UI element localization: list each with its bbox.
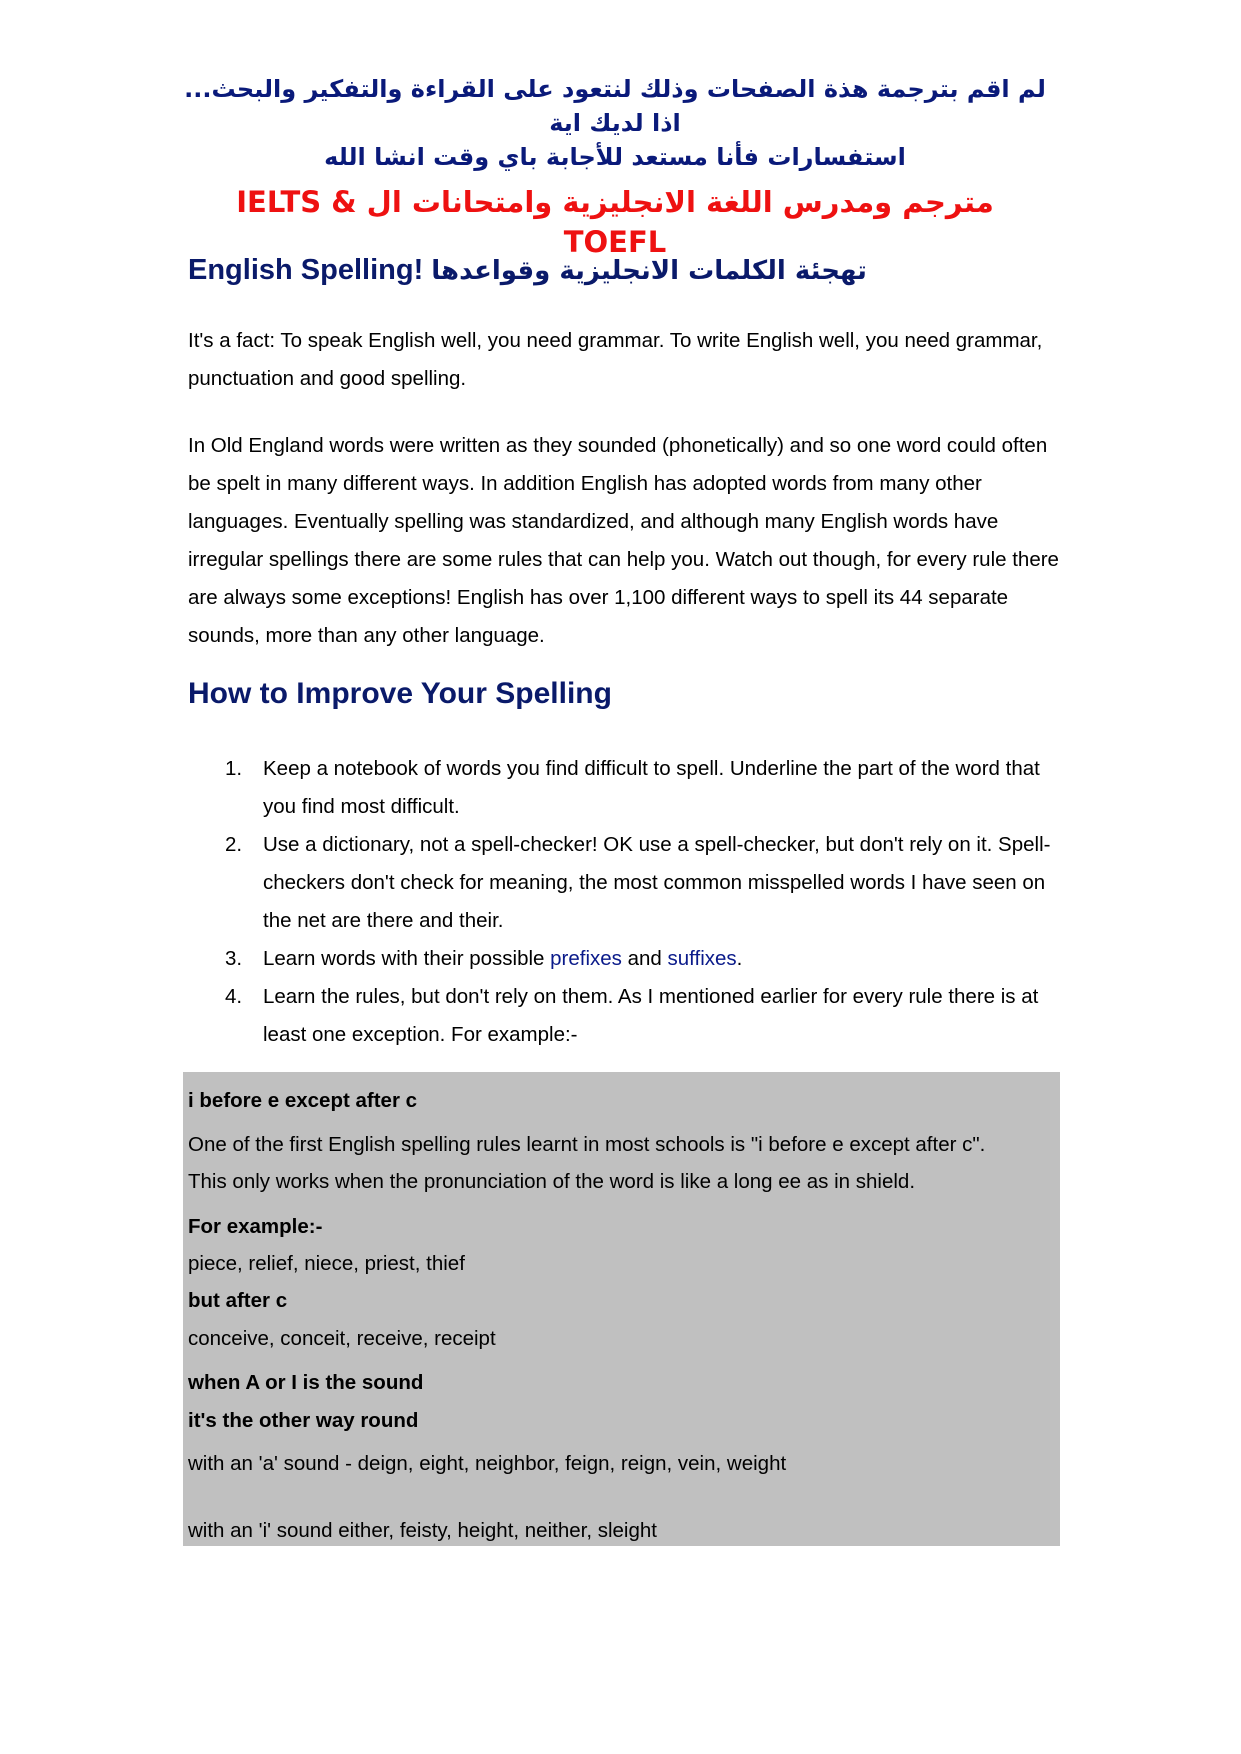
rule-description-line-1: One of the first English spelling rules learnt in most schools is "i before e except after c". [188,1133,986,1156]
list-item-text: Keep a notebook of words you find difficult to spell. Underline the part of the word that you find most difficult. [263,757,1040,818]
page-title-english: English Spelling! [188,254,424,286]
list-item-text: Learn the rules, but don't rely on them. As I mentioned earlier for every rule there is at least one exception. For example:- [263,985,1039,1046]
list-number: 1. [225,757,243,780]
after-c-label: but after c [188,1289,288,1312]
suffixes-link[interactable]: suffixes [667,947,737,970]
list-item-text-before: Learn words with their possible [263,947,551,970]
list-item [188,940,1060,978]
list-item [188,826,1060,940]
sound-rule-line-2: it's the other way round [188,1409,419,1432]
example-label: For example:- [188,1215,323,1238]
list-number: 3. [225,947,243,970]
sound-rule-line-1: when A or I is the sound [188,1371,424,1394]
a-sound-examples: with an 'a' sound - deign, eight, neighbor, feign, reign, vein, weight [188,1452,787,1475]
arabic-intro [180,72,1050,174]
page-title-arabic: تهجئة الكلمات الانجليزية وقواعدها [431,256,867,286]
page-title [188,250,1088,291]
list-item-text-after: . [736,947,743,970]
arabic-intro-line-1: لم اقم بترجمة هذة الصفحات وذلك لنتعود على القراءة والتفكير والبحث... اذا لديك اية [184,75,1046,137]
section-heading: How to Improve Your Spelling [188,677,612,710]
rule-box [183,1072,1060,1546]
list-item [188,978,1060,1054]
prefixes-link[interactable]: prefixes [550,947,622,970]
after-c-words: conceive, conceit, receive, receipt [188,1327,496,1350]
list-item [188,750,1060,826]
i-sound-examples: with an 'i' sound either, feisty, height, neither, sleight [188,1519,657,1542]
arabic-intro-line-2: استفسارات فأنا مستعد للأجابة باي وقت انشا الله [324,143,906,171]
example-words: piece, relief, niece, priest, thief [188,1252,465,1275]
tips-list [188,750,1060,1054]
list-number: 4. [225,985,243,1008]
arabic-red-title: مترجم ومدرس اللغة الانجليزية وامتحانات ال IELTS & TOEFL [236,185,994,259]
rule-description-line-2: This only works when the pronunciation of the word is like a long ee as in shield. [188,1170,916,1193]
rule-heading: i before e except after c [188,1089,418,1112]
list-item-text: Use a dictionary, not a spell-checker! OK use a spell-checker, but don't rely on it. Spell-checkers don't check for meaning, the most common misspelled words I have seen on the net are there and their. [263,833,1051,932]
history-paragraph: In Old England words were written as they sounded (phonetically) and so one word could often be spelt in many different ways. In addition English has adopted words from many other languages. Eventually spelling was standardized, and although many English words have irregular spellings there are some rules that can help you. Watch out though, for every rule there are always some exceptions! English has over 1,100 different ways to spell its 44 separate sounds, more than any other language. [188,434,1059,647]
intro-paragraph: It's a fact: To speak English well, you need grammar. To write English well, you need grammar, punctuation and good spelling. [188,329,1043,390]
list-number: 2. [225,833,243,856]
list-item-text-middle: and [621,947,668,970]
